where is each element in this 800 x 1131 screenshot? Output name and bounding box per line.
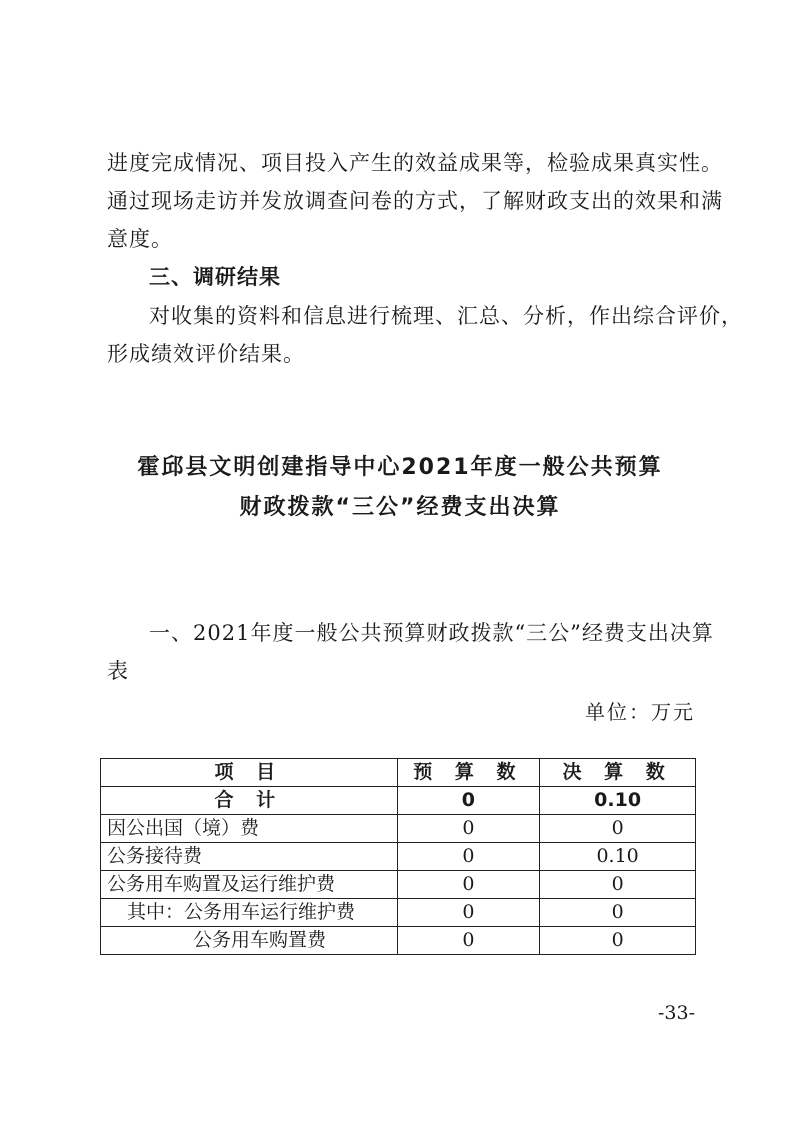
row-budget: 0 <box>397 843 540 871</box>
paragraph-1-line-1: 进度完成情况、项目投入产生的效益成果等，检验成果真实性。 <box>107 151 723 175</box>
row-label: 公务用车购置及运行维护费 <box>101 871 398 899</box>
section-3-heading: 三、调研结果 <box>149 265 281 289</box>
row-actual: 0 <box>540 871 696 899</box>
row-label: 其中：公务用车运行维护费 <box>101 899 398 927</box>
table-row-total <box>101 787 696 815</box>
row-actual: 0.10 <box>540 843 696 871</box>
section-1-heading-line-2: 表 <box>107 659 129 683</box>
paragraph-2-line-1: 对收集的资料和信息进行梳理、汇总、分析，作出综合评价， <box>149 304 743 328</box>
row-budget: 0 <box>397 899 540 927</box>
row-budget: 0 <box>397 815 540 843</box>
table-header-row <box>101 759 696 787</box>
row-budget: 0 <box>397 787 540 815</box>
row-label: 公务用车购置费 <box>101 927 398 955</box>
row-label: 因公出国（境）费 <box>101 815 398 843</box>
row-actual: 0 <box>540 927 696 955</box>
header-actual: 决 算 数 <box>540 759 696 787</box>
table-row <box>101 927 696 955</box>
row-budget: 0 <box>397 871 540 899</box>
report-title-line-2: 财政拨款“三公”经费支出决算 <box>239 495 561 520</box>
row-budget: 0 <box>397 927 540 955</box>
table-row <box>101 843 696 871</box>
unit-label: 单位：万元 <box>585 700 695 724</box>
table-row <box>101 815 696 843</box>
paragraph-1-line-3: 意度。 <box>107 227 173 251</box>
row-actual: 0.10 <box>540 787 696 815</box>
paragraph-2-line-2: 形成绩效评价结果。 <box>107 342 305 366</box>
header-budget: 预 算 数 <box>397 759 540 787</box>
row-label: 公务接待费 <box>101 843 398 871</box>
table-row <box>101 871 696 899</box>
row-actual: 0 <box>540 815 696 843</box>
row-label: 合 计 <box>101 787 398 815</box>
paragraph-1-line-2: 通过现场走访并发放调查问卷的方式，了解财政支出的效果和满 <box>107 189 723 213</box>
expense-table <box>100 758 696 955</box>
page-number: -33- <box>657 1002 695 1024</box>
table-row <box>101 899 696 927</box>
report-title-line-1: 霍邱县文明创建指导中心2021年度一般公共预算 <box>137 455 663 480</box>
header-item: 项 目 <box>101 759 398 787</box>
row-actual: 0 <box>540 899 696 927</box>
section-1-heading-line-1: 一、2021年度一般公共预算财政拨款“三公”经费支出决算 <box>149 621 714 645</box>
